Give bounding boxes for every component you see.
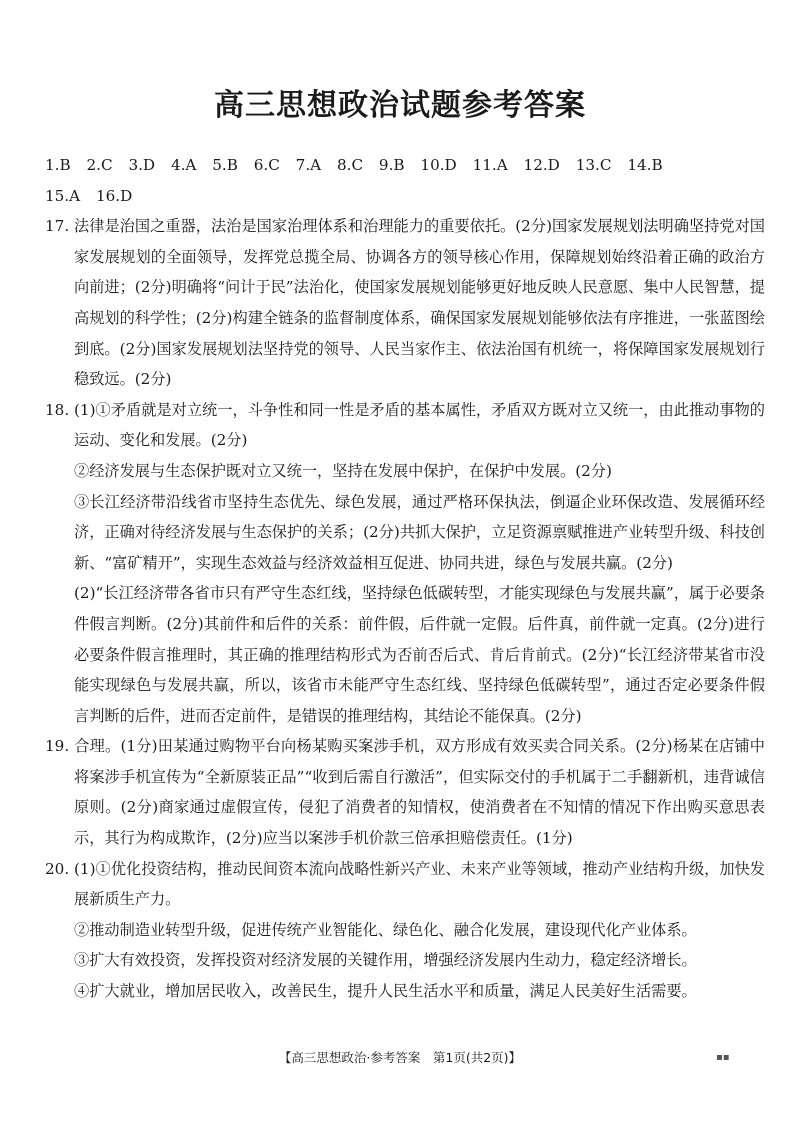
mc-answer: 9.B [378,156,405,174]
question-18-part-2: (2)“长江经济带各省市只有严守生态红线，坚持绿色低碳转型，才能实现绿色与发展共赢”，属于必要条件假言判断。(2分)其前件和后件的关系：前件假，后件就一定假。后件真，前件就一定真。(2分)进行必要条件假言推理时，其正确的推理结构形式为否前否后式、肯后肯前式。(2分)“长江经济带某省市没能实现绿色与发展共赢，所以，该省市未能严守生态红线、坚持绿色低碳转型”，通过否定必要条件假言判断的后件，进而否定前件，是错误的推理结构，其结论不能保真。(2分) [74,584,765,725]
mc-answer: 1.B [45,156,71,174]
question-20-point-2: ②推动制造业转型升级，促进传统产业智能化、绿色化、融合化发展，建设现代化产业体系。 [74,920,697,939]
mc-answer: 8.C [336,156,364,174]
question-20-answer [45,854,765,915]
page-title: 高三思想政治试题参考答案 [214,88,586,123]
corner-mark: ▪▪ [716,1052,730,1063]
mc-answer: 16.D [95,186,133,205]
mc-answer: 2.C [86,156,113,174]
mc-answers-line-2 [45,181,765,212]
mc-answer: 11.A [472,156,508,174]
question-18-answer [45,395,765,456]
question-20-point-3: ③扩大有效投资，发挥投资对经济发展的关键作用，增强经济发展内生动力，稳定经济增长。 [74,951,697,970]
answer-text: (1)①优化投资结构，推动民间资本流向战略性新兴产业、未来产业等领域，推动产业结构升级，加快发展新质生产力。 [74,859,765,909]
answer-text: 法律是治国之重器，法治是国家治理体系和治理能力的重要依托。(2分)国家发展规划法明确坚持党对国家发展规划的全面领导，发挥党总揽全局、协调各方的领导核心作用，保障规划始终沿着正确的政治方向前进；(2分)明确将“问计于民”法治化，使国家发展规划能够更好地反映人民意愿、集中人民智慧，提高规划的科学性；(2分)构建全链条的监督制度体系，确保国家发展规划能够依法有序推进，一张蓝图绘到底。(2分)国家发展规划法坚持党的领导、人民当家作主、依法治国有机统一，将保障国家发展规划行稳致远。(2分) [74,217,765,389]
mc-answer: 14.B [627,156,663,174]
mc-answer: 12.D [523,156,560,174]
question-number: 18. [45,400,70,419]
question-18-point-3: ③长江经济带沿线省市坚持生态优先、绿色发展，通过严格环保执法，倒逼企业环保改造、发展循环经济，正确对待经济发展与生态保护的关系；(2分)共抓大保护，立足资源禀赋推进产业转型升级、科技创新、“富矿精开”，实现生态效益与经济效益相互促进、协同共进，绿色与发展共赢。(2分) [74,492,765,572]
mc-answer: 3.D [128,156,156,174]
question-number: 17. [45,217,70,236]
page-footer: 【高三思想政治·参考答案 第1页(共2页)】 [278,1050,522,1065]
mc-answer: 5.B [212,156,238,174]
mc-answer: 7.A [295,156,322,174]
mc-answer: 4.A [170,156,197,174]
mc-answer: 6.C [253,156,280,174]
mc-answer: 10.D [420,156,457,174]
question-18-point-2: ②经济发展与生态保护既对立又统一，坚持在发展中保护，在保护中发展。(2分) [74,461,612,480]
question-number: 20. [45,859,70,878]
question-number: 19. [45,737,70,756]
mc-answer: 15.A [45,186,81,205]
question-19-answer [45,731,765,853]
mc-answer: 13.C [575,156,612,174]
answer-text: 合理。(1分)田某通过购物平台向杨某购买案涉手机，双方形成有效买卖合同关系。(2分)杨某在店铺中将案涉手机宣传为“全新原装正品”“收到后需自行激活”，但实际交付的手机属于二手翻新机，违背诚信原则。(2分)商家通过虚假宣传，侵犯了消费者的知情权，使消费者在不知情的情况下作出购买意思表示，其行为构成欺诈，(2分)应当以案涉手机价款三倍承担赔偿责任。(1分) [74,737,765,848]
answer-text: (1)①矛盾就是对立统一，斗争性和同一性是矛盾的基本属性，矛盾双方既对立又统一，由此推动事物的运动、变化和发展。(2分) [74,400,765,450]
question-20-point-4: ④扩大就业，增加居民收入，改善民生，提升人民生活水平和质量，满足人民美好生活需要。 [74,982,697,1001]
answer-content [45,150,765,1007]
mc-answers-line-1 [45,150,765,181]
question-17-answer [45,211,765,395]
